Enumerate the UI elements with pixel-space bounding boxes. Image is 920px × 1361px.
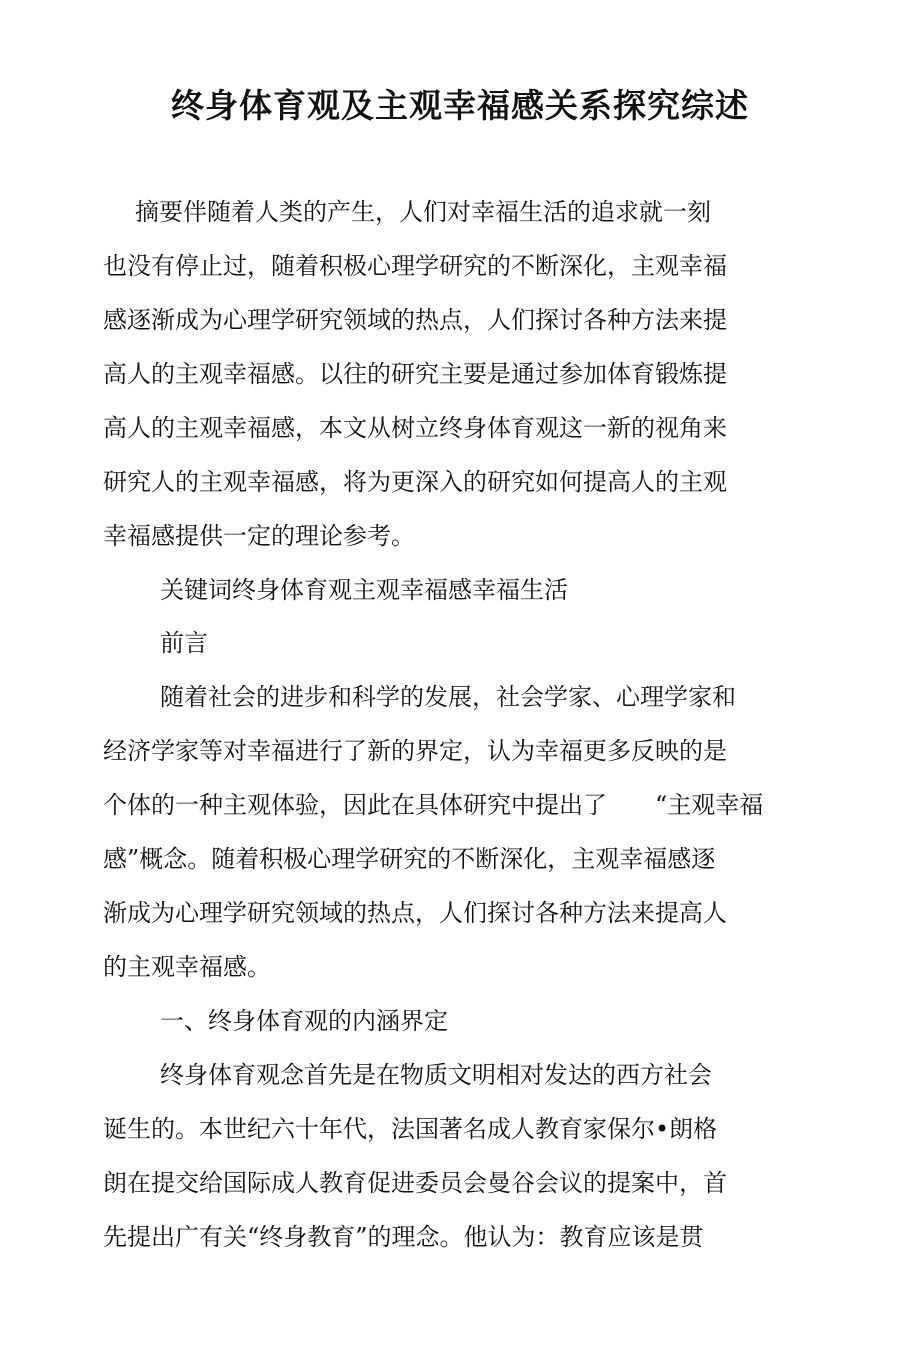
abstract-line-3: 感逐渐成为心理学研究领域的热点，人们探讨各种方法来提 (103, 306, 727, 334)
section-1-line-3: 朗在提交给国际成人教育促进委员会曼谷会议的提案中，首 (103, 1169, 727, 1197)
keywords-line: 关键词终身体育观主观幸福感幸福生活 (160, 576, 568, 604)
abstract-line-4: 高人的主观幸福感。以往的研究主要是通过参加体育锻炼提 (103, 360, 727, 388)
abstract-line-5: 高人的主观幸福感，本文从树立终身体育观这一新的视角来 (103, 414, 727, 442)
preface-line-2: 经济学家等对幸福进行了新的界定，认为幸福更多反映的是 (103, 737, 727, 765)
section-1-line-1: 终身体育观念首先是在物质文明相对发达的西方社会 (160, 1061, 712, 1089)
preface-line-3: 个体的一种主观体验，因此在具体研究中提出了 “主观幸福 (103, 791, 764, 819)
section-1-line-2: 诞生的。本世纪六十年代，法国著名成人教育家保尔•朗格 (103, 1115, 718, 1143)
abstract-line-6: 研究人的主观幸福感，将为更深入的研究如何提高人的主观 (103, 468, 727, 496)
section-1-line-4: 先提出广有关“终身教育”的理念。他认为：教育应该是贯 (103, 1223, 704, 1251)
document-title: 终身体育观及主观幸福感关系探究综述 (171, 86, 749, 125)
section-1-heading: 一、终身体育观的内涵界定 (160, 1007, 448, 1035)
preface-heading: 前言 (160, 629, 208, 657)
abstract-line-7: 幸福感提供一定的理论参考。 (103, 522, 415, 550)
preface-line-5: 渐成为心理学研究领域的热点，人们探讨各种方法来提高人 (103, 899, 727, 927)
preface-line-4: 感”概念。随着积极心理学研究的不断深化，主观幸福感逐 (103, 845, 716, 873)
preface-line-1: 随着社会的进步和科学的发展，社会学家、心理学家和 (160, 683, 736, 711)
abstract-line-1: 摘要伴随着人类的产生，人们对幸福生活的追求就一刻 (135, 198, 711, 226)
abstract-line-2: 也没有停止过，随着积极心理学研究的不断深化，主观幸福 (103, 252, 727, 280)
preface-line-6: 的主观幸福感。 (103, 953, 271, 981)
